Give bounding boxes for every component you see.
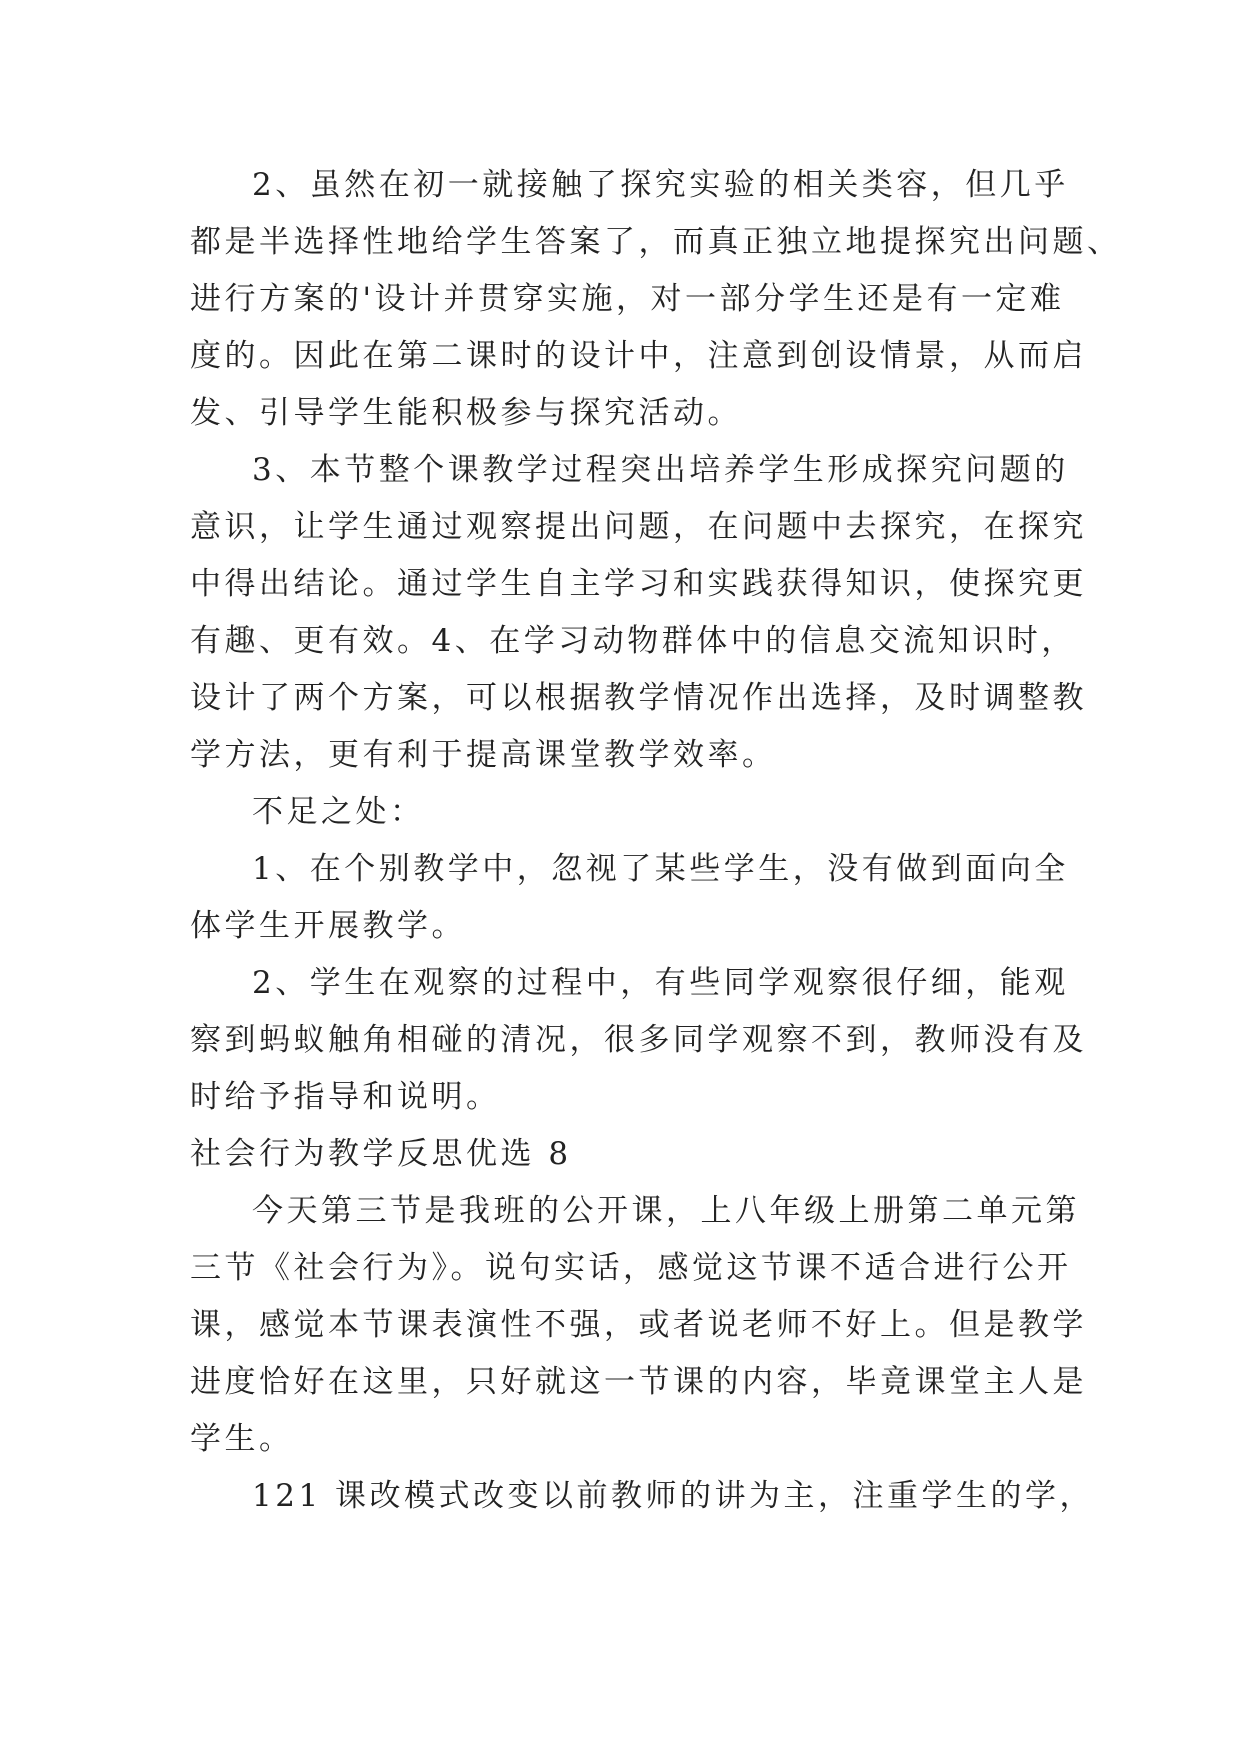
paragraph-3-line-2: 意识，让学生通过观察提出问题，在问题中去探究，在探究	[190, 509, 1087, 545]
shortcomings-heading: 不足之处：	[252, 794, 425, 830]
section-paragraph-1-line-4: 进度恰好在这里，只好就这一节课的内容，毕竟课堂主人是	[190, 1364, 1087, 1400]
shortcoming-2-line-1: 2、学生在观察的过程中，有些同学观察很仔细，能观	[252, 965, 1069, 1001]
paragraph-3-line-6: 学方法，更有利于提高课堂教学效率。	[190, 737, 777, 773]
shortcoming-2-line-2: 察到蚂蚁触角相碰的清况，很多同学观察不到，教师没有及	[190, 1022, 1087, 1058]
paragraph-2-line-3: 进行方案的'设计并贯穿实施，对一部分学生还是有一定难	[190, 281, 1065, 317]
section-paragraph-1-line-1: 今天第三节是我班的公开课，上八年级上册第二单元第	[252, 1193, 1080, 1229]
shortcoming-2-line-3: 时给予指导和说明。	[190, 1079, 501, 1115]
section-paragraph-2-line-1: 121 课改模式改变以前教师的讲为主，注重学生的学，	[252, 1478, 1095, 1514]
paragraph-3-line-4: 有趣、更有效。4、在学习动物群体中的信息交流知识时，	[190, 623, 1076, 659]
paragraph-3-line-5: 设计了两个方案，可以根据教学情况作出选择，及时调整教	[190, 680, 1087, 716]
paragraph-2-line-2: 都是半选择性地给学生答案了，而真正独立地提探究出问题、	[190, 224, 1122, 260]
section-paragraph-1-line-3: 课，感觉本节课表演性不强，或者说老师不好上。但是教学	[190, 1307, 1087, 1343]
section-paragraph-1-line-5: 学生。	[190, 1421, 294, 1457]
paragraph-2-line-4: 度的。因此在第二课时的设计中，注意到创设情景，从而启	[190, 338, 1087, 374]
shortcoming-1-line-1: 1、在个别教学中，忽视了某些学生，没有做到面向全	[252, 851, 1069, 887]
paragraph-3-line-1: 3、本节整个课教学过程突出培养学生形成探究问题的	[252, 452, 1069, 488]
section-paragraph-1-line-2: 三节《社会行为》。说句实话，感觉这节课不适合进行公开	[190, 1250, 1072, 1286]
paragraph-2-line-1: 2、虽然在初一就接触了探究实验的相关类容，但几乎	[252, 167, 1069, 203]
paragraph-3-line-3: 中得出结论。通过学生自主学习和实践获得知识，使探究更	[190, 566, 1087, 602]
shortcoming-1-line-2: 体学生开展教学。	[190, 908, 466, 944]
section-title: 社会行为教学反思优选 8	[190, 1136, 572, 1172]
paragraph-2-line-5: 发、引导学生能积极参与探究活动。	[190, 395, 742, 431]
